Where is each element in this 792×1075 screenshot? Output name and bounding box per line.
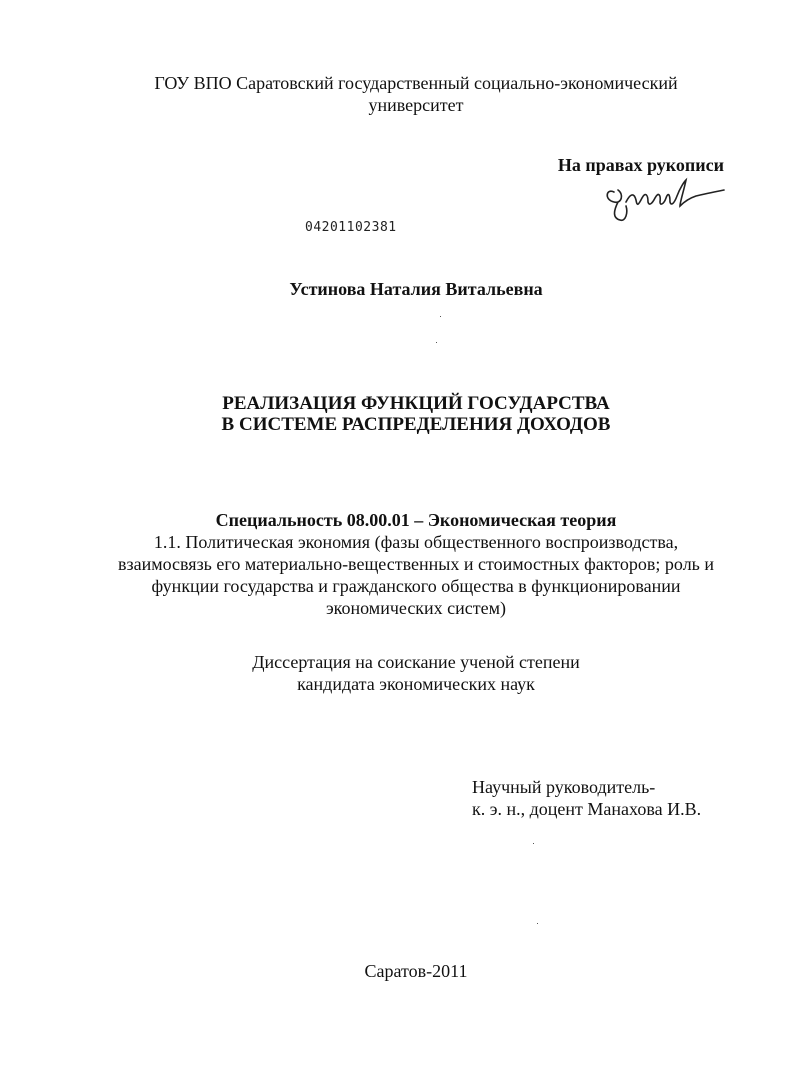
manuscript-rights-label: На правах рукописи [557, 155, 724, 175]
specialty-description-line-2: взаимосвязь его материально-вещественных и стоимостных факторов; роль и [117, 554, 715, 574]
specialty-description-line-1: 1.1. Политическая экономия (фазы общественного воспроизводства, [153, 532, 679, 552]
scan-speck [436, 342, 437, 343]
city-year: Саратов-2011 [364, 961, 468, 981]
institution-line-1: ГОУ ВПО Саратовский государственный социально-экономический [154, 73, 678, 93]
degree-statement-line-1: Диссертация на соискание ученой степени [252, 652, 580, 672]
scan-speck [537, 923, 538, 924]
specialty-heading: Специальность 08.00.01 – Экономическая теория [215, 510, 617, 530]
dissertation-title-line-1: РЕАЛИЗАЦИЯ ФУНКЦИЙ ГОСУДАРСТВА [222, 393, 610, 414]
dissertation-title-line-2: В СИСТЕМЕ РАСПРЕДЕЛЕНИЯ ДОХОДОВ [221, 414, 611, 435]
scan-speck [440, 316, 441, 317]
institution-line-2: университет [368, 95, 464, 115]
supervisor-name: к. э. н., доцент Манахова И.В. [472, 799, 702, 819]
scan-speck [533, 843, 534, 844]
author-name: Устинова Наталия Витальевна [289, 279, 543, 299]
registration-code: 04201102381 [305, 220, 397, 235]
signature-icon [600, 172, 730, 228]
specialty-description-line-3: функции государства и гражданского общества в функционировании [151, 576, 681, 596]
specialty-description-line-4: экономических систем) [325, 598, 507, 618]
degree-statement-line-2: кандидата экономических наук [297, 674, 535, 694]
supervisor-label: Научный руководитель- [472, 777, 656, 797]
